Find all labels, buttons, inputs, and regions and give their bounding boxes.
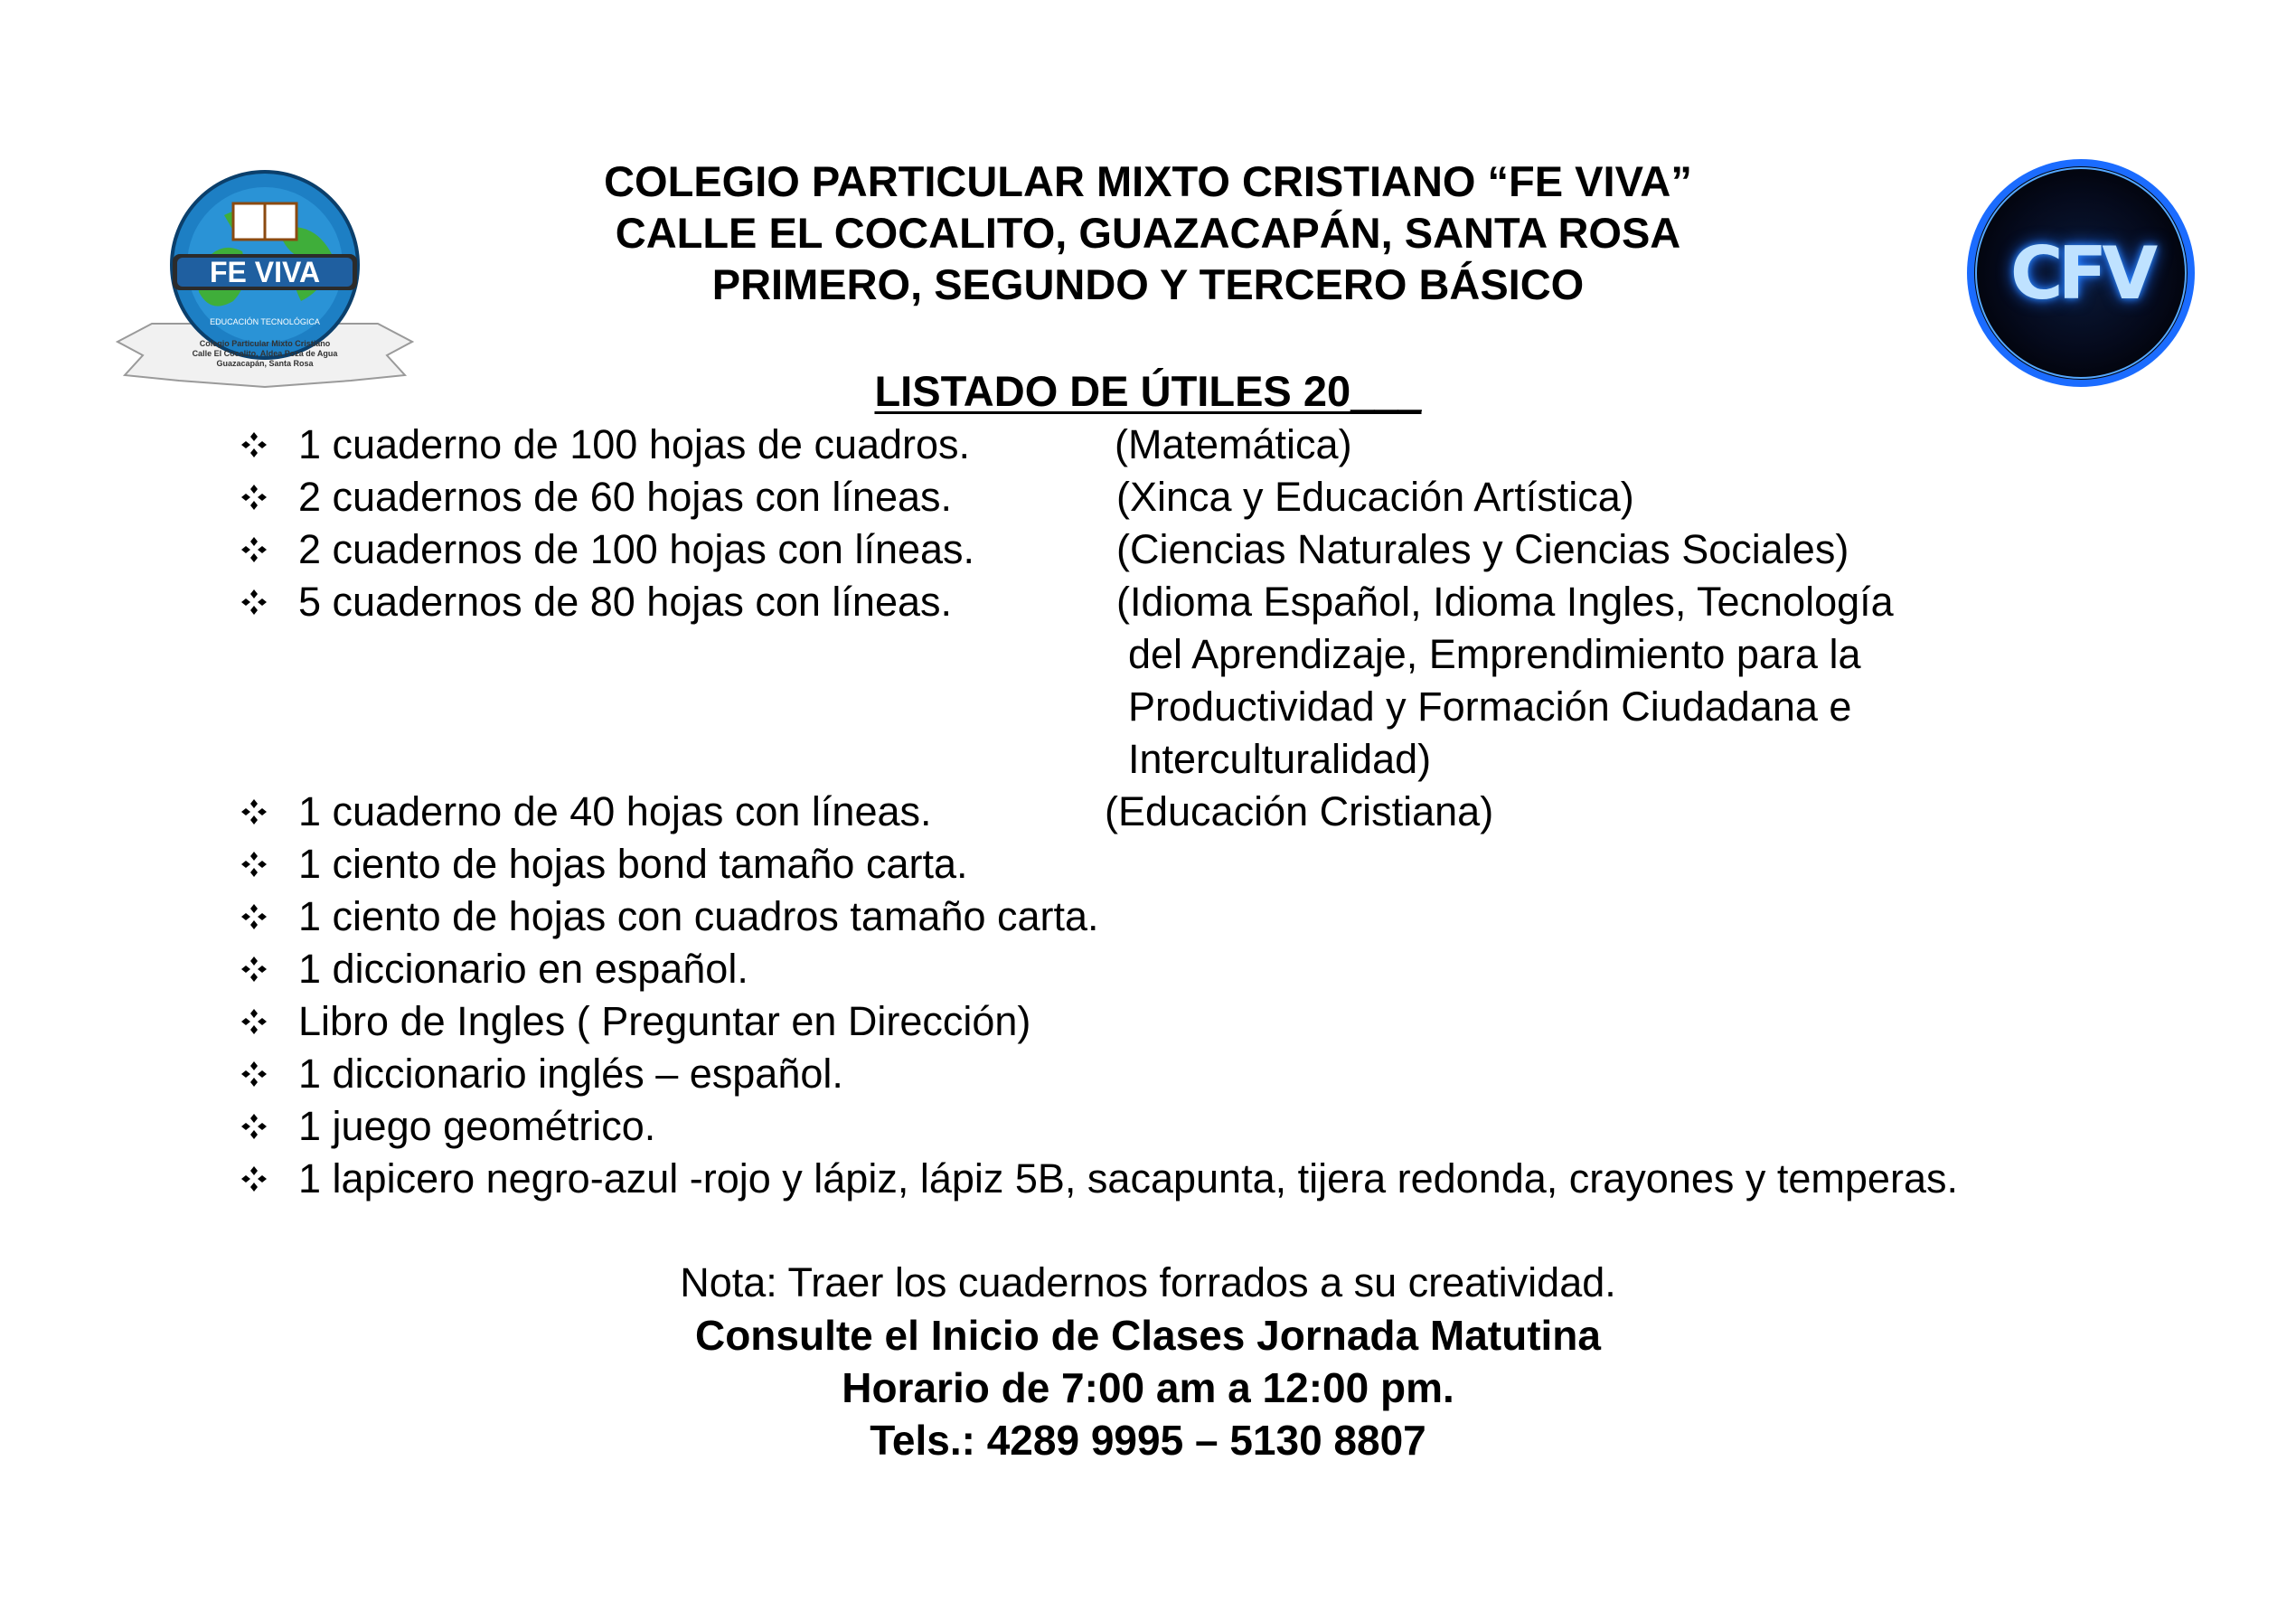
logo-caption-line: Calle El Cocalito, Aldea Poza de Agua <box>192 349 338 358</box>
list-item-continuation <box>235 733 2224 786</box>
four-diamond-bullet-icon <box>235 1100 273 1153</box>
list-item <box>235 471 2224 523</box>
list-item-text: 5 cuadernos de 80 hojas con líneas. <box>298 579 953 625</box>
cfv-logo-letters: CFV <box>2009 231 2153 316</box>
list-item <box>235 1100 2224 1153</box>
footer-classes-start: Consulte el Inicio de Clases Jornada Matutina <box>694 1312 1601 1359</box>
list-item <box>235 419 2224 471</box>
list-item-text: Libro de Ingles ( Preguntar en Dirección) <box>298 998 1031 1044</box>
list-item-continuation <box>235 681 2224 733</box>
footer-schedule: Horario de 7:00 am a 12:00 pm. <box>842 1364 1454 1411</box>
four-diamond-bullet-icon <box>235 576 273 628</box>
list-item-text: 1 lapicero negro-azul -rojo y lápiz, lápiz 5B, sacapunta, tijera redonda, crayones y temperas. <box>298 1155 1958 1202</box>
list-item-text: 2 cuadernos de 100 hojas con líneas. <box>298 526 975 572</box>
school-name: COLEGIO PARTICULAR MIXTO CRISTIANO “FE VIVA” <box>604 157 1692 205</box>
list-item <box>235 891 2224 943</box>
list-item <box>235 576 2224 628</box>
school-grades: PRIMERO, SEGUNDO Y TERCERO BÁSICO <box>711 260 1585 308</box>
list-item <box>235 786 2224 838</box>
four-diamond-bullet-icon <box>235 1153 273 1205</box>
list-item <box>235 995 2224 1048</box>
list-item-subject: (Ciencias Naturales y Ciencias Sociales) <box>1116 526 1849 572</box>
footer <box>0 1257 2296 1466</box>
list-item-text: 1 juego geométrico. <box>298 1103 656 1149</box>
list-item-text: 1 diccionario inglés – español. <box>298 1051 843 1097</box>
list-item-text: 1 ciento de hojas con cuadros tamaño carta. <box>298 893 1099 939</box>
list-item-subject: (Educación Cristiana) <box>1105 788 1494 834</box>
list-item-continuation <box>235 628 2224 681</box>
list-item <box>235 1048 2224 1100</box>
list-item-text: 1 ciento de hojas bond tamaño carta. <box>298 841 968 887</box>
four-diamond-bullet-icon <box>235 471 273 523</box>
list-item-subject-cont: Productividad y Formación Ciudadana e <box>1128 683 1852 730</box>
four-diamond-bullet-icon <box>235 523 273 576</box>
list-item-subject-cont: del Aprendizaje, Emprendimiento para la <box>1128 631 1861 677</box>
list-item <box>235 943 2224 995</box>
list-item <box>235 838 2224 891</box>
supplies-list <box>235 419 2224 1205</box>
logo-caption-line: Colegio Particular Mixto Cristiano <box>199 339 331 348</box>
list-item-text: 1 cuaderno de 40 hojas con líneas. <box>298 788 932 834</box>
four-diamond-bullet-icon <box>235 943 273 995</box>
list-item-text: 2 cuadernos de 60 hojas con líneas. <box>298 474 953 520</box>
list-item <box>235 523 2224 576</box>
list-item-text: 1 cuaderno de 100 hojas de cuadros. <box>298 421 971 467</box>
list-item-subject: (Xinca y Educación Artística) <box>1116 474 1634 520</box>
logo-ring-text: EDUCACIÓN TECNOLÓGICA <box>210 317 320 326</box>
four-diamond-bullet-icon <box>235 995 273 1048</box>
four-diamond-bullet-icon <box>235 838 273 891</box>
logo-badge-text: FE VIVA <box>209 256 321 288</box>
footer-note: Nota: Traer los cuadernos forrados a su creatividad. <box>680 1259 1616 1305</box>
list-item-subject: (Idioma Español, Idioma Ingles, Tecnología <box>1116 579 1894 625</box>
list-item <box>235 1153 2224 1205</box>
logo-caption-line: Guazacapán, Santa Rosa <box>216 359 314 368</box>
school-header <box>0 155 2296 310</box>
four-diamond-bullet-icon <box>235 419 273 471</box>
four-diamond-bullet-icon <box>235 891 273 943</box>
list-title-text: LISTADO DE ÚTILES 20___ <box>874 367 1422 415</box>
list-item-subject: (Matemática) <box>1115 421 1352 467</box>
four-diamond-bullet-icon <box>235 786 273 838</box>
four-diamond-bullet-icon <box>235 1048 273 1100</box>
school-address: CALLE EL COCALITO, GUAZACAPÁN, SANTA ROSA <box>615 209 1681 257</box>
footer-phones: Tels.: 4289 9995 – 5130 8807 <box>870 1417 1426 1464</box>
list-item-subject-cont: Interculturalidad) <box>1128 736 1432 782</box>
list-title <box>0 365 2296 417</box>
list-item-text: 1 diccionario en español. <box>298 946 748 992</box>
